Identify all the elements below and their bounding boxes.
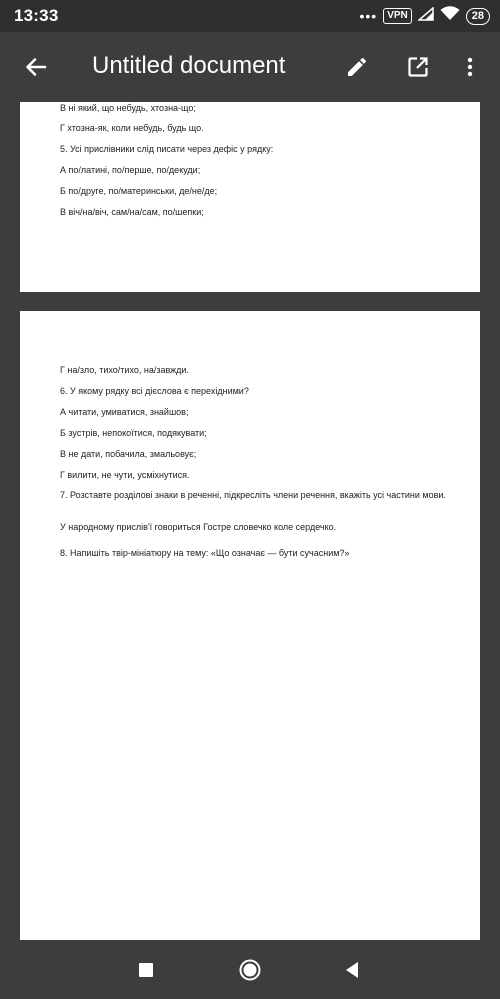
recents-button[interactable] bbox=[128, 952, 164, 988]
answer-option-line: Г хтозна-як, коли небудь, будь що. bbox=[60, 123, 204, 133]
answer-option-line: А читати, умиватися, знайшов; bbox=[60, 407, 189, 417]
status-icons bbox=[359, 6, 490, 26]
wifi-icon bbox=[440, 6, 460, 26]
more-vert-icon bbox=[458, 55, 482, 79]
answer-option-line: В віч/на/віч, сам/на/сам, по/шепки; bbox=[60, 207, 204, 217]
vpn-badge: VPN bbox=[383, 8, 412, 24]
status-time: 13:33 bbox=[14, 6, 59, 25]
answer-option-line: Б зустрів, непокоїтися, подякувати; bbox=[60, 428, 207, 438]
question-line: 6. У якому рядку всі дієслова є перехідними? bbox=[60, 386, 249, 396]
question-line: 7. Розставте розділові знаки в реченні, підкресліть члени речення, вкажіть усі частини мови. bbox=[60, 490, 446, 500]
question-line: 5. Усі прислівники слід писати через дефіс у рядку: bbox=[60, 144, 274, 154]
back-nav-button[interactable] bbox=[334, 952, 370, 988]
home-circle-icon bbox=[238, 958, 262, 982]
answer-option-line: А по/латині, по/перше, по/декуди; bbox=[60, 165, 201, 175]
open-external-icon bbox=[406, 55, 430, 79]
answer-option-line: Б по/друге, по/материнськи, де/не/де; bbox=[60, 186, 218, 196]
navigation-bar bbox=[0, 940, 500, 999]
answer-option-line: В ні який, що небудь, хтозна-що; bbox=[60, 103, 196, 113]
answer-option-line: Г на/зло, тихо/тихо, на/завжди. bbox=[60, 365, 189, 375]
notification-dots: ••• bbox=[359, 8, 378, 24]
more-options-button[interactable] bbox=[452, 49, 488, 85]
home-button[interactable] bbox=[232, 952, 268, 988]
sentence-line: У народному прислів'ї говориться Гостре словечко коле сердечко. bbox=[60, 522, 337, 532]
battery-indicator: 28 bbox=[466, 8, 490, 25]
back-button[interactable] bbox=[16, 49, 56, 85]
status-bar bbox=[0, 0, 500, 32]
app-bar bbox=[0, 32, 500, 102]
edit-button[interactable] bbox=[339, 49, 375, 85]
answer-option-line: В не дати, побачила, змальовує; bbox=[60, 449, 197, 459]
open-in-new-button[interactable] bbox=[400, 49, 436, 85]
document-title: Untitled document bbox=[92, 52, 286, 79]
pencil-icon bbox=[345, 55, 369, 79]
back-triangle-icon bbox=[344, 961, 360, 979]
question-line: 8. Напишіть твір-мініатюру на тему: «Що означає — бути сучасним?» bbox=[60, 548, 350, 558]
arrow-back-icon bbox=[24, 55, 48, 79]
document-page-2 bbox=[20, 311, 480, 940]
document-page-1 bbox=[20, 102, 480, 292]
signal-icon bbox=[418, 7, 434, 26]
recents-square-icon bbox=[138, 962, 154, 978]
answer-option-line: Г вилити, не чути, усміхнутися. bbox=[60, 470, 190, 480]
